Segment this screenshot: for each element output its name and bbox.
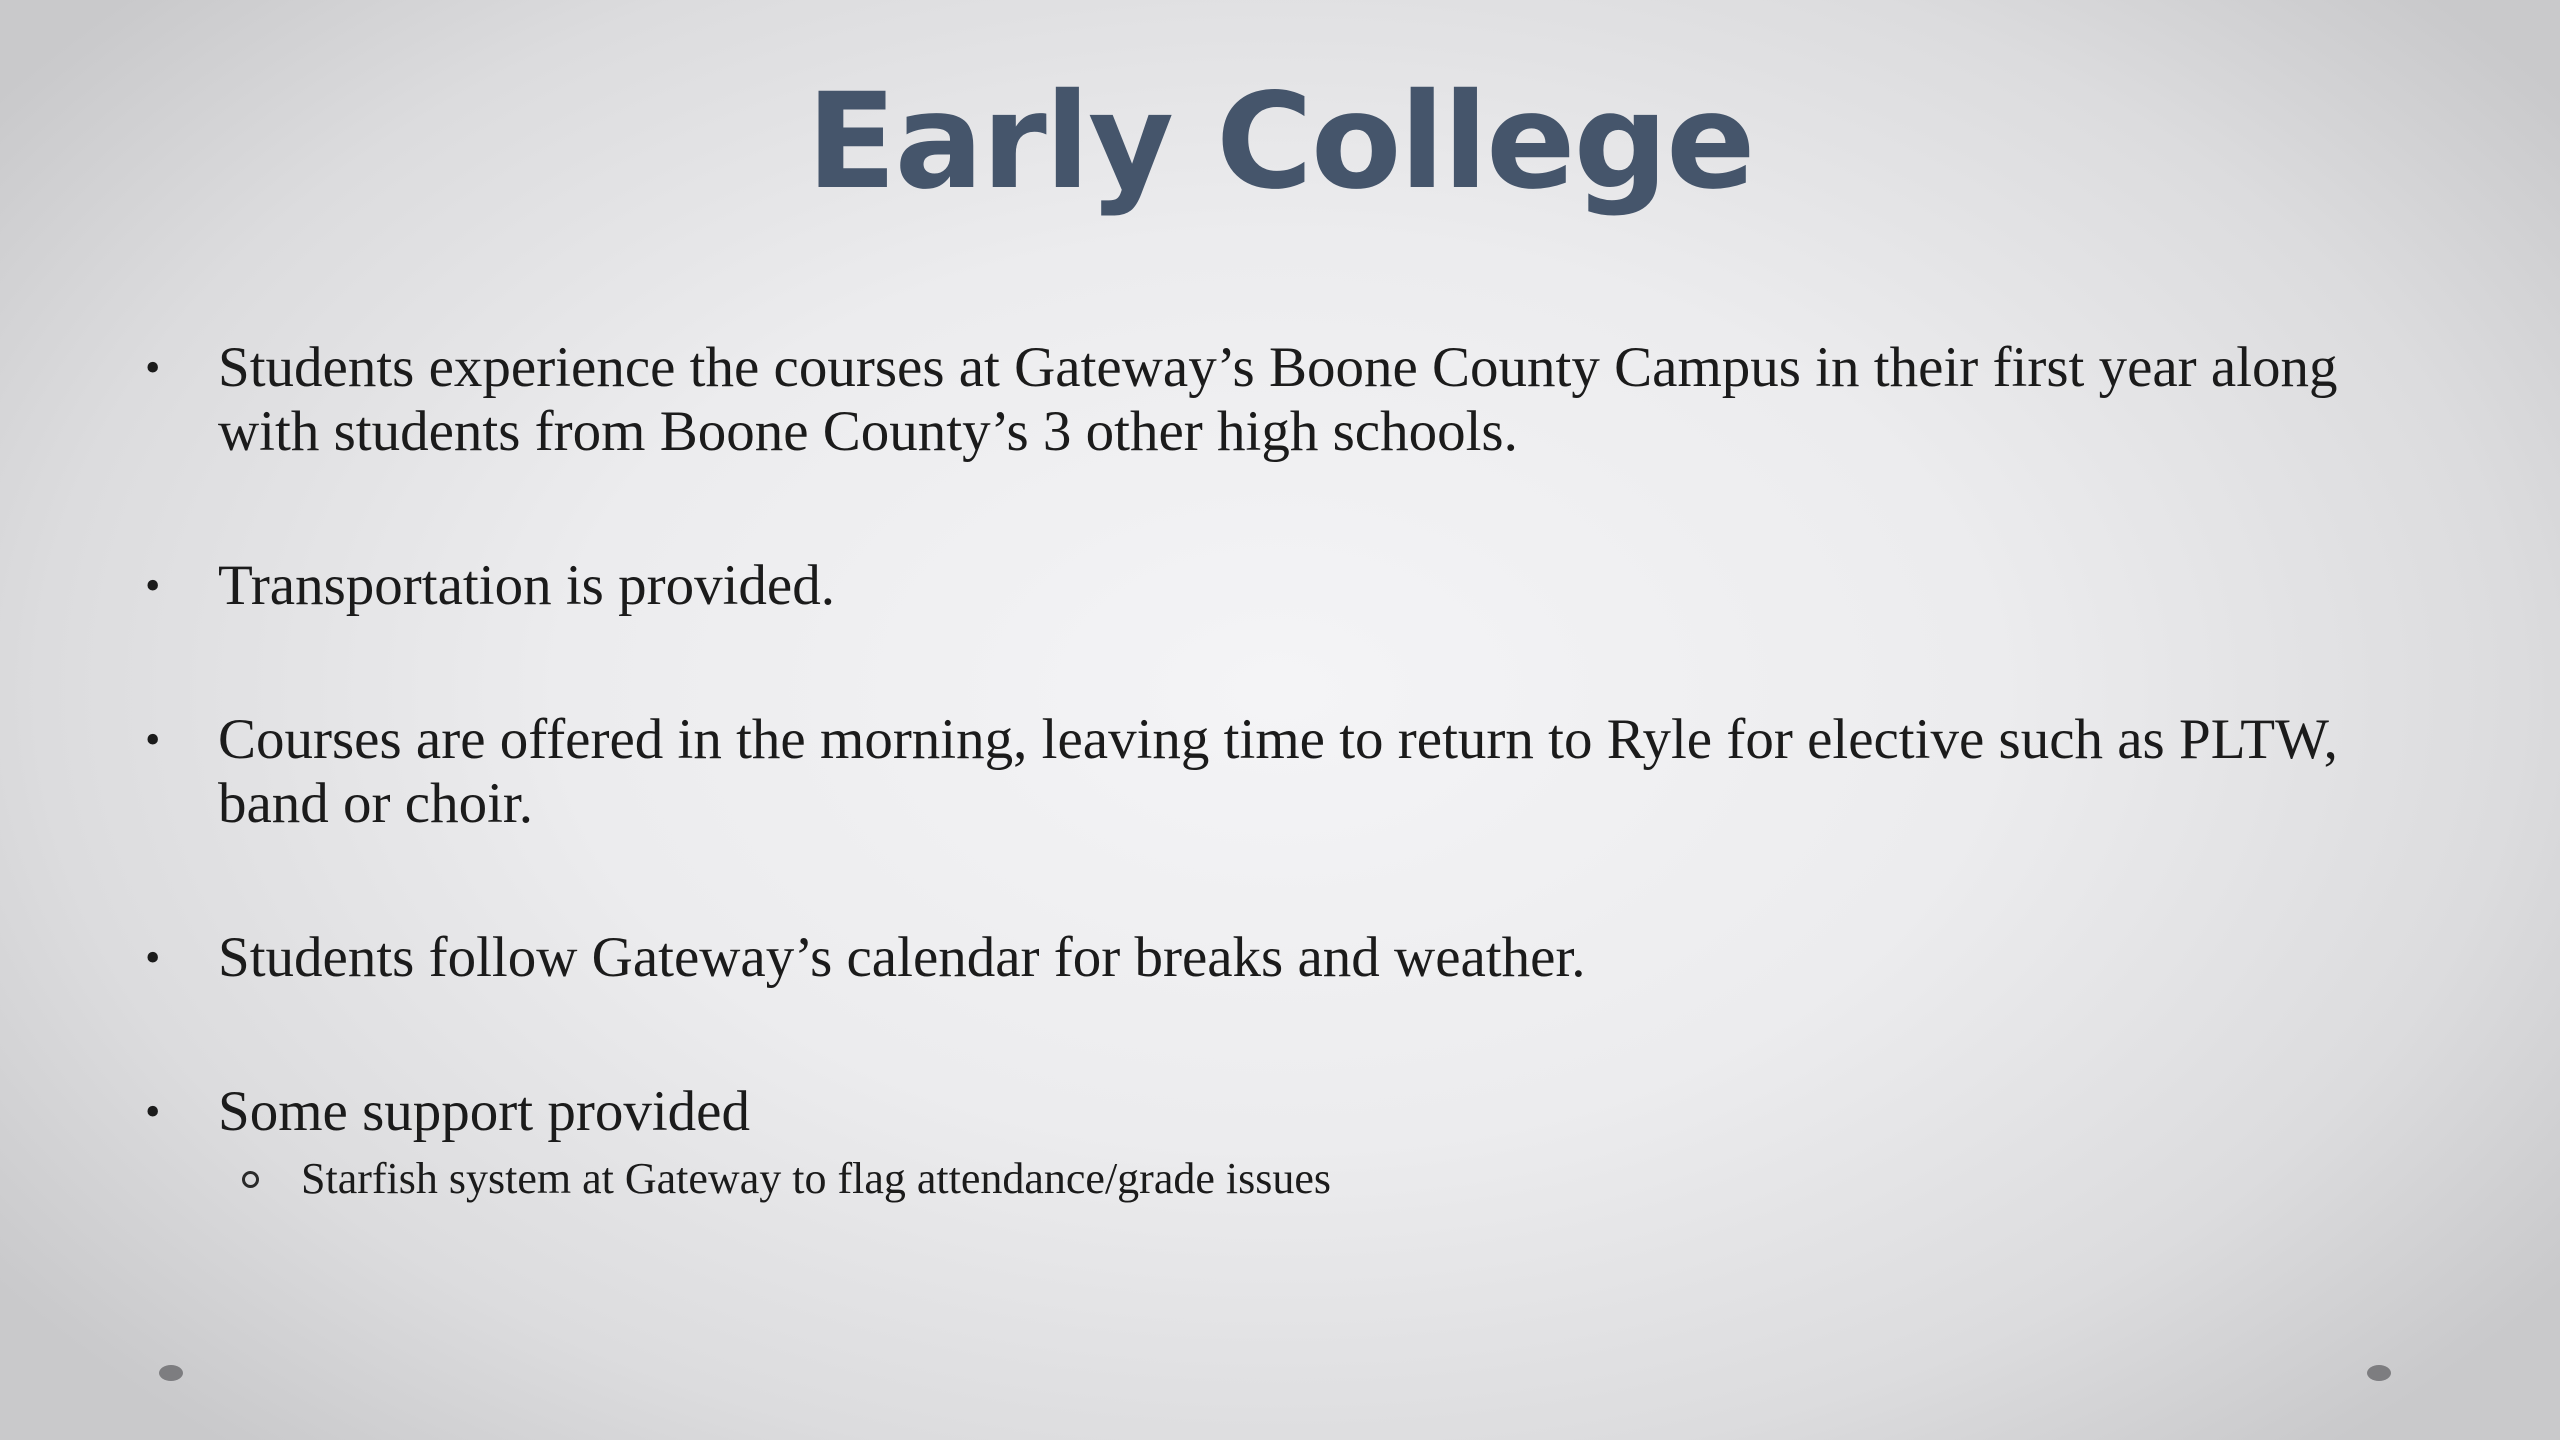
bullet-dot-icon: • (145, 343, 161, 392)
bullet-item (145, 336, 2375, 464)
hollow-circle-icon (242, 1171, 259, 1188)
bullet-item (145, 926, 2375, 990)
sub-bullet-item (218, 1152, 2375, 1206)
bullet-text: Some support provided (218, 1080, 750, 1143)
right-corner-dot-icon (2367, 1365, 2391, 1381)
slide-title: Early College (806, 65, 1754, 219)
bullet-text: Courses are offered in the morning, leaving time to return to Ryle for elective such as PLTW, band or choir. (218, 708, 2338, 835)
bullet-item (145, 708, 2375, 836)
sub-bullet-list (218, 1152, 2375, 1206)
bullet-list (145, 336, 2375, 1206)
bullet-text: Students follow Gateway’s calendar for breaks and weather. (218, 926, 1586, 989)
bullet-item (145, 554, 2375, 618)
left-corner-dot-icon (159, 1365, 183, 1381)
bullet-text: Transportation is provided. (218, 554, 835, 617)
bullet-dot-icon: • (145, 1087, 161, 1136)
bullet-item (145, 1080, 2375, 1206)
bullet-dot-icon: • (145, 933, 161, 982)
bullet-dot-icon: • (145, 715, 161, 764)
sub-bullet-text: Starfish system at Gateway to flag attendance/grade issues (301, 1154, 1332, 1203)
bullet-text: Students experience the courses at Gateway’s Boone County Campus in their first year along with students from Boone County’s 3 other high schools. (218, 336, 2338, 463)
bullet-dot-icon: • (145, 561, 161, 610)
